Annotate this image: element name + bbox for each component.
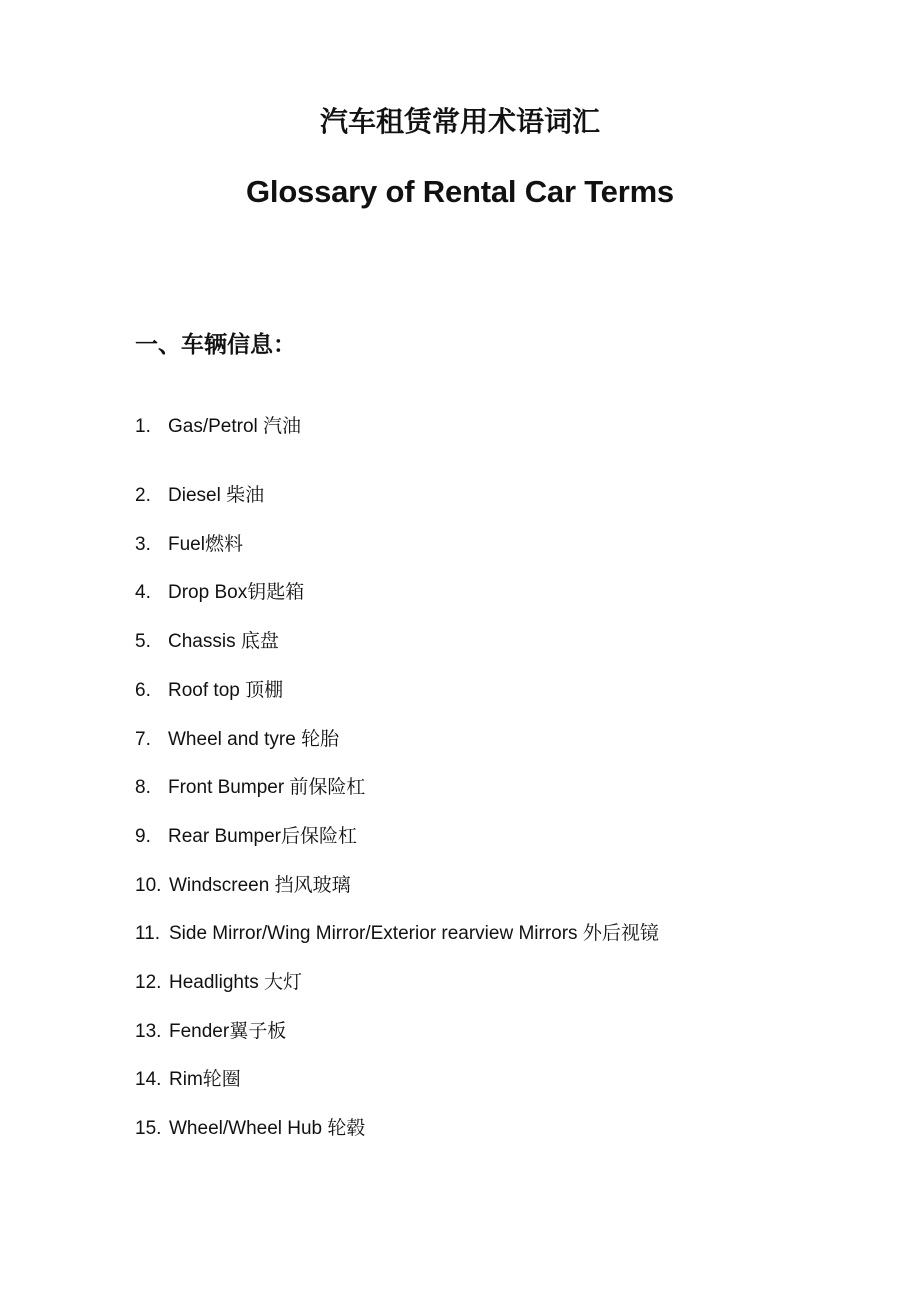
term-number: 1. bbox=[135, 416, 151, 437]
term-number: 7. bbox=[135, 729, 151, 750]
term-text: Rear Bumper后保险杠 bbox=[168, 826, 357, 847]
term-text: Wheel/Wheel Hub 轮毂 bbox=[169, 1118, 366, 1139]
term-item bbox=[135, 773, 365, 803]
term-number: 14. bbox=[135, 1069, 162, 1090]
term-number: 8. bbox=[135, 777, 151, 798]
term-text: Diesel 柴油 bbox=[168, 485, 265, 506]
term-item bbox=[135, 1017, 286, 1047]
term-item bbox=[135, 968, 302, 998]
term-item bbox=[135, 530, 243, 560]
term-number: 13. bbox=[135, 1021, 162, 1042]
term-item bbox=[135, 412, 301, 442]
term-item bbox=[135, 1065, 241, 1095]
term-text: Headlights 大灯 bbox=[169, 972, 303, 993]
term-text: Wheel and tyre 轮胎 bbox=[168, 729, 340, 750]
term-text: Front Bumper 前保险杠 bbox=[168, 777, 366, 798]
term-number: 4. bbox=[135, 582, 151, 603]
term-item bbox=[135, 919, 659, 949]
term-item bbox=[135, 725, 339, 755]
term-item bbox=[135, 578, 304, 608]
term-item bbox=[135, 481, 264, 511]
term-text: Roof top 顶棚 bbox=[168, 680, 284, 701]
term-text: Drop Box钥匙箱 bbox=[168, 582, 305, 603]
section-heading-vehicle-info: 一、车辆信息： bbox=[135, 331, 296, 357]
term-text: Gas/Petrol 汽油 bbox=[168, 416, 302, 437]
term-item bbox=[135, 627, 279, 657]
term-item bbox=[135, 822, 357, 852]
term-number: 3. bbox=[135, 534, 151, 555]
term-text: Rim轮圈 bbox=[169, 1069, 241, 1090]
term-number: 6. bbox=[135, 680, 151, 701]
term-number: 9. bbox=[135, 826, 151, 847]
title-english: Glossary of Rental Car Terms bbox=[246, 174, 674, 209]
term-text: Chassis 底盘 bbox=[168, 631, 279, 652]
title-chinese: 汽车租赁常用术语词汇 bbox=[319, 106, 600, 137]
term-text: Fender翼子板 bbox=[169, 1021, 287, 1042]
term-text: Side Mirror/Wing Mirror/Exterior rearview Mirrors 外后视镜 bbox=[169, 923, 659, 944]
term-number: 10. bbox=[135, 875, 162, 896]
term-text: Windscreen 挡风玻璃 bbox=[169, 875, 351, 896]
term-number: 2. bbox=[135, 485, 151, 506]
term-number: 15. bbox=[135, 1118, 162, 1139]
term-item bbox=[135, 1114, 365, 1144]
term-item bbox=[135, 676, 283, 706]
term-text: Fuel燃料 bbox=[168, 534, 243, 555]
term-item bbox=[135, 871, 351, 901]
term-number: 11. bbox=[135, 923, 161, 944]
term-number: 12. bbox=[135, 972, 162, 993]
term-number: 5. bbox=[135, 631, 151, 652]
